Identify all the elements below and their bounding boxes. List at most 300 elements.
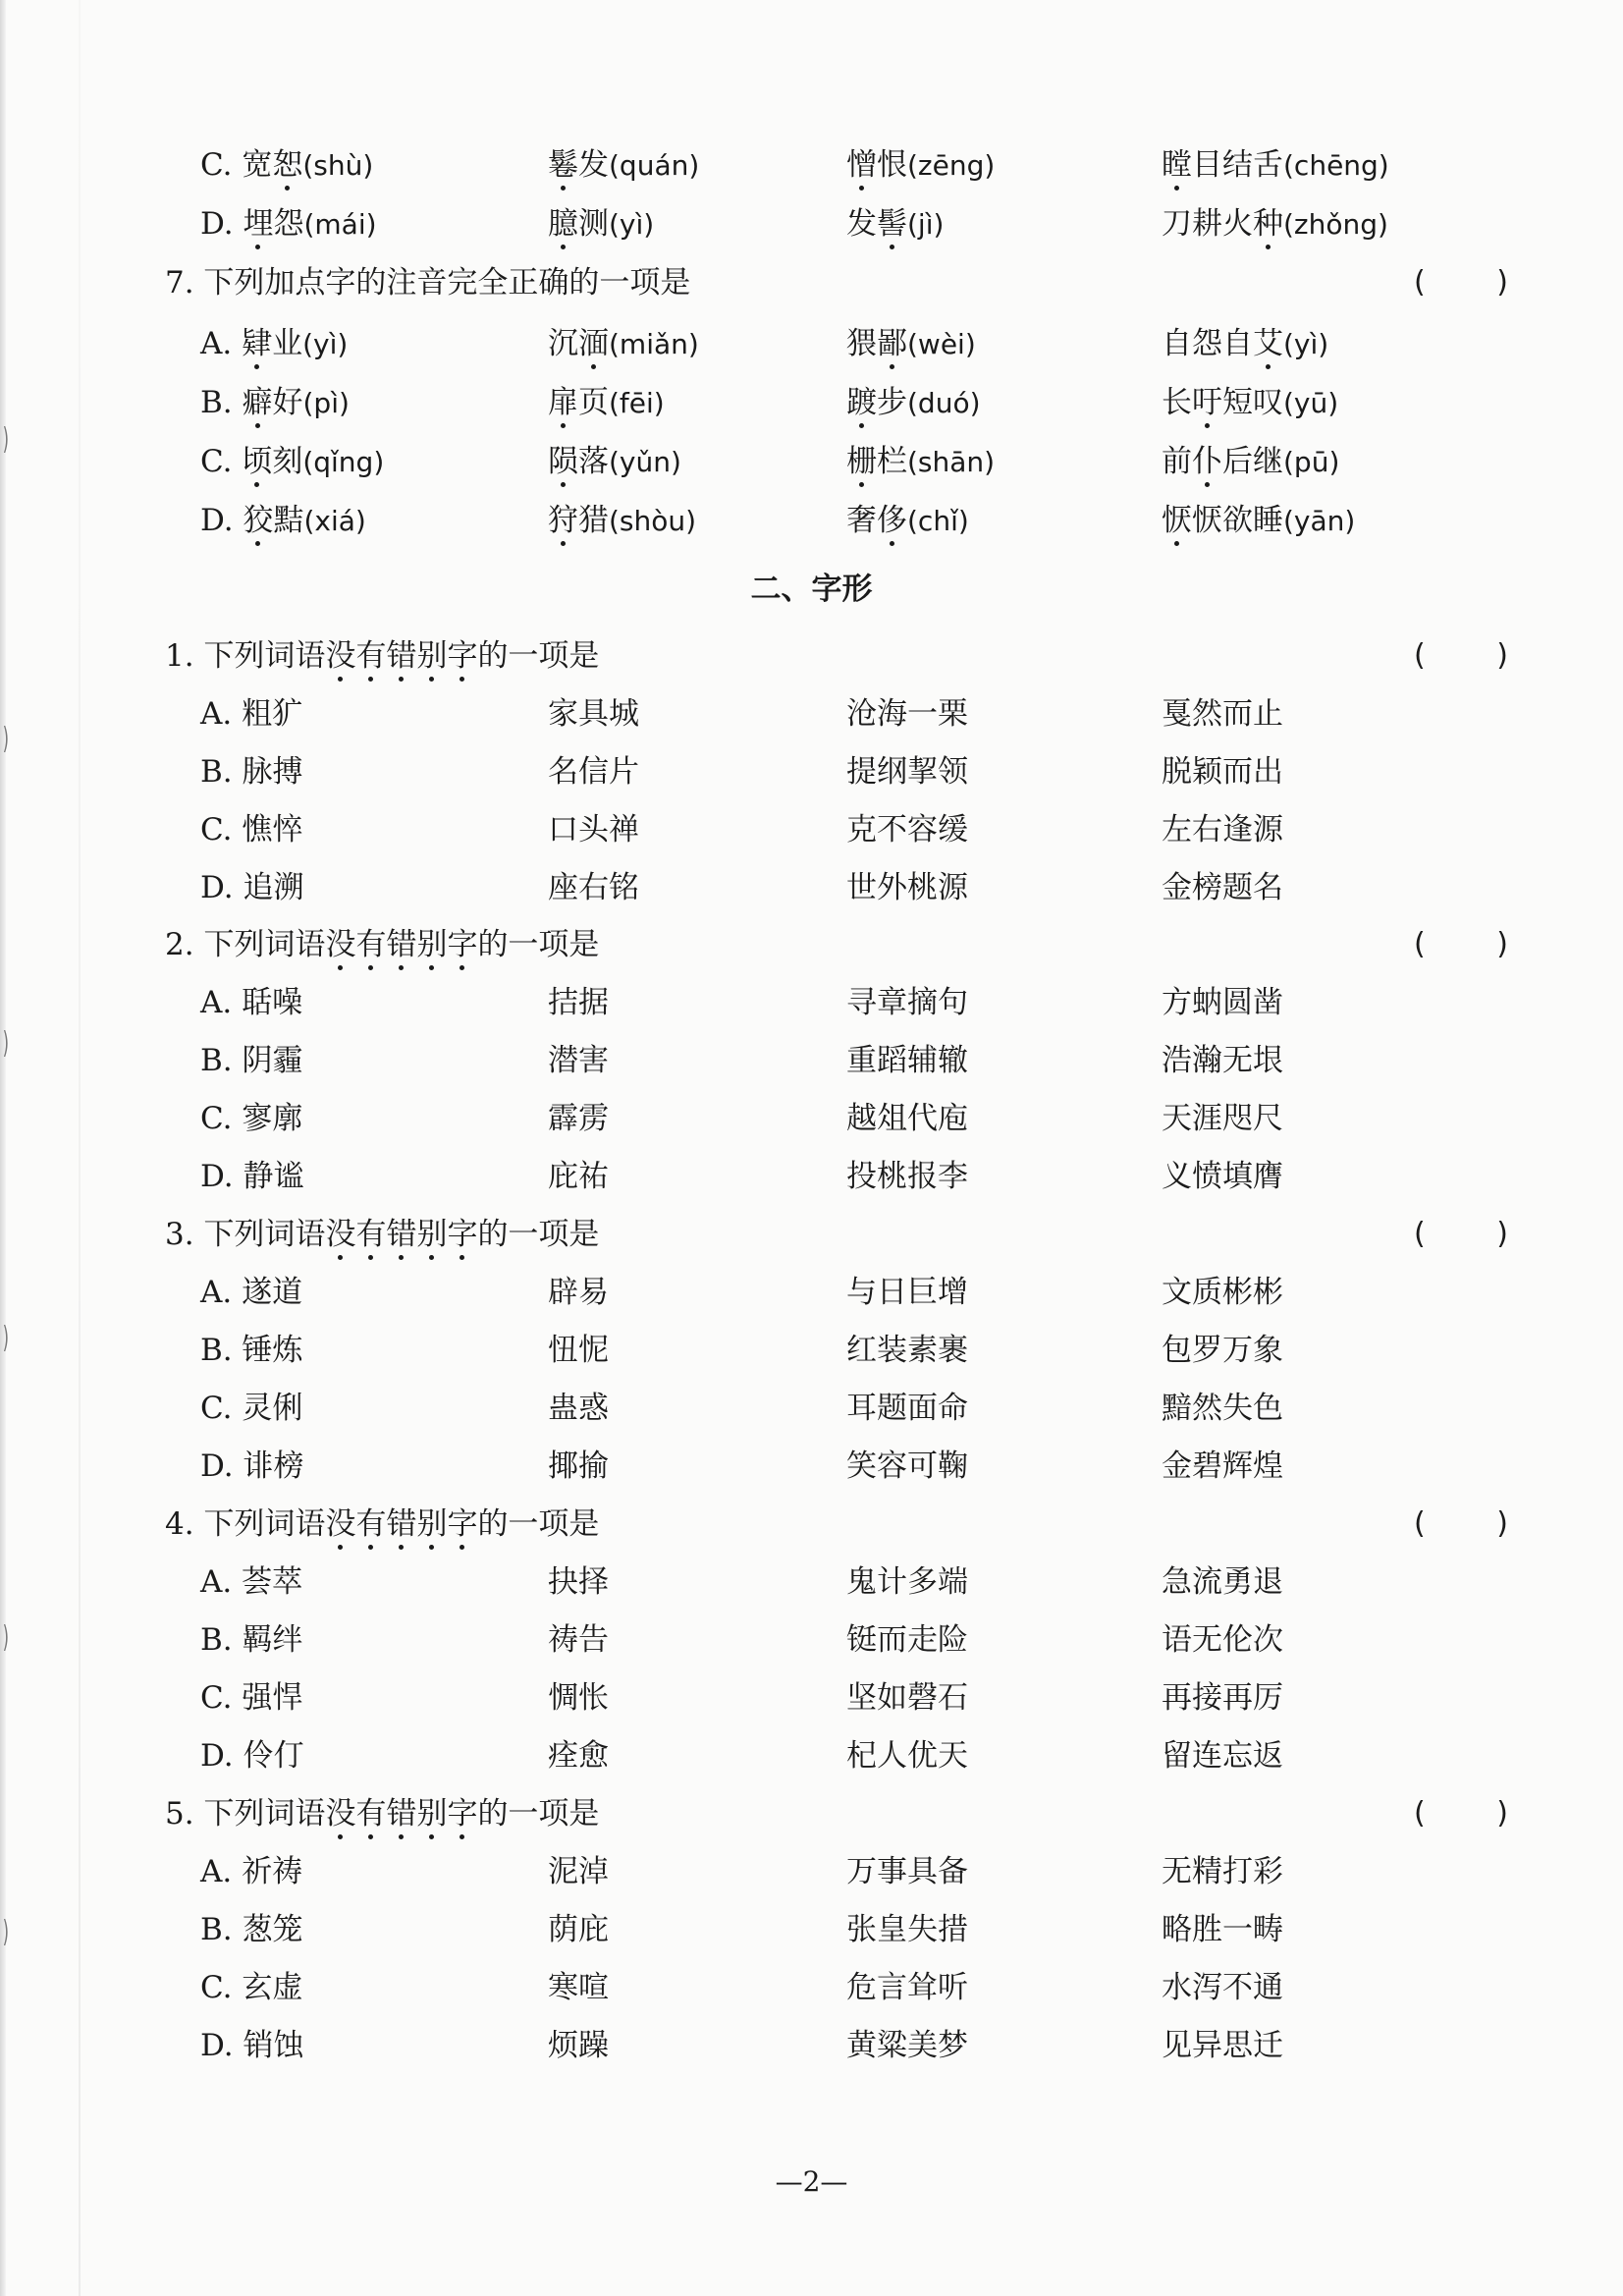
plain-text: 沉 xyxy=(548,326,578,361)
dotted-char: 髻 xyxy=(877,194,907,253)
option-row xyxy=(0,1553,1623,1612)
stem-text: 下列词语 xyxy=(203,1506,326,1542)
option-word: 阴霾 xyxy=(242,1043,303,1078)
option-word: 灵俐 xyxy=(242,1391,303,1426)
dotted-char: 栅 xyxy=(846,432,877,491)
dotted-char: 狩 xyxy=(548,491,578,550)
paren-close: ) xyxy=(1496,1217,1508,1251)
option-word: 戛然而止 xyxy=(1162,696,1283,732)
option-label: D. xyxy=(200,1449,243,1484)
option-word: 霹雳 xyxy=(548,1101,609,1136)
pinyin-note: (wèi) xyxy=(907,328,976,360)
option-word: 烦躁 xyxy=(548,2028,609,2063)
dotted-char: 没 xyxy=(325,627,355,685)
pinyin-note: (fēi) xyxy=(609,387,665,419)
option-word: 黄粱美梦 xyxy=(846,2028,968,2063)
margin-paren-mark: ) xyxy=(2,1321,10,1355)
option-label: A. xyxy=(200,1275,243,1310)
question-stem xyxy=(165,1784,599,1843)
plain-text: 好 xyxy=(272,385,303,420)
stem-text: 下列词语 xyxy=(203,927,326,962)
option-word: 急流勇退 xyxy=(1162,1564,1283,1600)
option-item xyxy=(548,136,699,195)
pinyin-note: (shān) xyxy=(907,446,996,478)
option-row xyxy=(0,1321,1623,1380)
option-label: A. xyxy=(200,1854,243,1889)
option-row xyxy=(0,1147,1623,1206)
question-stem: 7. 下列加点字的注音完全正确的一项是 xyxy=(165,265,691,301)
dotted-char: 鄙 xyxy=(877,314,907,373)
dotted-char: 湎 xyxy=(578,314,609,373)
question-stem xyxy=(165,1205,599,1264)
option-word: 脉搏 xyxy=(242,754,303,790)
dotted-char: 癖 xyxy=(243,373,273,432)
plain-text: 发 xyxy=(578,147,609,183)
dotted-char: 错 xyxy=(386,1205,416,1264)
option-word: 见异思迁 xyxy=(1162,2028,1283,2063)
dotted-char: 有 xyxy=(355,1205,386,1264)
dotted-char: 埋 xyxy=(243,194,273,253)
option-item xyxy=(846,432,995,492)
dotted-char: 恹 xyxy=(1162,491,1192,550)
option-word: 略胜一畴 xyxy=(1162,1912,1283,1947)
question-stem xyxy=(165,915,599,974)
option-item xyxy=(200,1726,303,1785)
option-word: 水泻不通 xyxy=(1162,1970,1283,2005)
option-word: 拮据 xyxy=(548,985,609,1020)
option-row xyxy=(0,1668,1623,1727)
option-word: 名信片 xyxy=(548,754,639,790)
plain-text: 发 xyxy=(846,206,877,242)
dotted-char: 错 xyxy=(386,1495,416,1554)
option-word: 潜害 xyxy=(548,1043,609,1078)
question-number: 4. xyxy=(165,1506,204,1542)
dotted-char: 有 xyxy=(355,627,386,685)
plain-text: 目结舌 xyxy=(1192,147,1283,183)
option-row xyxy=(0,973,1623,1032)
dotted-char: 恕 xyxy=(272,136,302,194)
dotted-char: 错 xyxy=(386,627,416,685)
option-word: 羁绊 xyxy=(242,1622,303,1658)
answer-parentheses xyxy=(1414,253,1508,312)
option-row xyxy=(0,1379,1623,1438)
option-label: C. xyxy=(200,1391,243,1426)
option-word: 葱笼 xyxy=(242,1912,303,1947)
option-label: B. xyxy=(200,385,243,420)
answer-parentheses xyxy=(1414,627,1508,685)
option-row xyxy=(0,1437,1623,1496)
dotted-char: 臆 xyxy=(548,194,578,253)
option-item xyxy=(200,1437,303,1496)
option-word: 浩瀚无垠 xyxy=(1162,1043,1283,1078)
option-row xyxy=(0,491,1623,550)
dotted-char: 狡 xyxy=(243,491,273,550)
option-item xyxy=(200,1031,303,1090)
dotted-char: 字 xyxy=(447,1205,477,1264)
dotted-char: 别 xyxy=(416,1205,447,1264)
option-word: 家具城 xyxy=(548,696,639,732)
option-item xyxy=(200,742,303,801)
page-number: —2— xyxy=(775,2165,848,2198)
option-word: 寻章摘句 xyxy=(846,985,968,1020)
option-word: 语无伦次 xyxy=(1162,1622,1283,1658)
option-item xyxy=(200,1611,303,1669)
option-item xyxy=(1162,194,1388,254)
dotted-char: 别 xyxy=(416,1784,447,1843)
option-item xyxy=(200,373,350,433)
dotted-char: 没 xyxy=(325,1784,355,1843)
option-label: D. xyxy=(200,1159,243,1194)
pinyin-note: (zēng) xyxy=(907,149,996,182)
option-word: 投桃报李 xyxy=(846,1159,968,1194)
paren-close: ) xyxy=(1496,638,1508,673)
pinyin-note: (jì) xyxy=(907,208,945,241)
option-label: A. xyxy=(200,1564,243,1600)
option-row xyxy=(0,1900,1623,1959)
option-item xyxy=(1162,314,1328,374)
plain-text: 刀耕火 xyxy=(1162,206,1253,242)
option-row xyxy=(0,373,1623,432)
option-item xyxy=(548,432,681,492)
option-word: 越俎代庖 xyxy=(846,1101,968,1136)
dotted-char: 吁 xyxy=(1192,373,1222,432)
option-label: D. xyxy=(200,206,243,242)
margin-paren-mark: ) xyxy=(2,422,10,457)
question-number: 5. xyxy=(165,1796,204,1831)
option-word: 留连忘返 xyxy=(1162,1738,1283,1774)
pinyin-note: (pū) xyxy=(1283,446,1340,478)
dotted-char: 仆 xyxy=(1192,432,1222,491)
option-word: 祷告 xyxy=(548,1622,609,1658)
option-item xyxy=(200,684,302,743)
option-row xyxy=(0,1726,1623,1785)
dotted-char: 顷 xyxy=(242,432,272,491)
option-item xyxy=(200,1263,302,1322)
option-item xyxy=(846,314,976,374)
paren-open: ( xyxy=(1414,927,1426,961)
option-word: 锤炼 xyxy=(242,1333,303,1368)
paren-open: ( xyxy=(1414,638,1426,673)
margin-paren-mark: ) xyxy=(2,1620,10,1655)
option-row xyxy=(0,1089,1623,1148)
pinyin-note: (qǐng) xyxy=(302,446,385,478)
stem-text: 下列词语 xyxy=(203,1217,326,1252)
option-label: C. xyxy=(200,1101,243,1136)
option-row xyxy=(0,1958,1623,2017)
question-number: 1. xyxy=(165,638,204,674)
dotted-char: 字 xyxy=(447,1784,477,1843)
question-number: 3. xyxy=(165,1217,204,1252)
dotted-char: 别 xyxy=(416,915,447,974)
pinyin-note: (quán) xyxy=(609,149,700,182)
dotted-char: 艾 xyxy=(1253,314,1283,373)
option-item xyxy=(846,136,995,195)
option-label: D. xyxy=(200,870,243,905)
option-word: 万事具备 xyxy=(846,1854,968,1889)
option-label: B. xyxy=(200,1043,243,1078)
option-label: A. xyxy=(200,985,243,1020)
option-label: A. xyxy=(200,326,243,361)
pinyin-note: (xiá) xyxy=(303,505,366,537)
stem-text: 下列词语 xyxy=(203,1796,326,1831)
option-row xyxy=(0,858,1623,917)
option-word: 红装素裹 xyxy=(846,1333,968,1368)
paren-close: ) xyxy=(1496,265,1508,300)
option-item xyxy=(200,1089,302,1148)
pinyin-note: (yì) xyxy=(609,208,655,241)
option-word: 沧海一栗 xyxy=(846,696,968,732)
option-label: C. xyxy=(200,147,243,183)
plain-text: 宽 xyxy=(242,147,273,183)
paren-open: ( xyxy=(1414,1796,1426,1831)
option-item xyxy=(200,314,348,374)
stem-text: 的一项是 xyxy=(477,1506,600,1542)
option-word: 天涯咫尺 xyxy=(1162,1101,1283,1136)
option-item xyxy=(200,491,366,551)
paren-close: ) xyxy=(1496,927,1508,961)
plain-text: 测 xyxy=(578,206,609,242)
option-word: 张皇失措 xyxy=(846,1912,968,1947)
plain-text: 页 xyxy=(578,385,609,420)
answer-parentheses xyxy=(1414,1495,1508,1554)
option-word: 庇祐 xyxy=(548,1159,609,1194)
pinyin-note: (zhǒng) xyxy=(1283,208,1388,241)
option-label: C. xyxy=(200,1680,243,1716)
option-row xyxy=(0,800,1623,859)
option-item xyxy=(548,314,699,374)
pinyin-note: (duó) xyxy=(907,387,981,419)
option-item xyxy=(200,2016,303,2075)
option-word: 遂道 xyxy=(242,1275,303,1310)
option-row xyxy=(0,2016,1623,2075)
option-word: 耳题面命 xyxy=(846,1391,968,1426)
question-stem-row xyxy=(0,915,1623,974)
plain-text: 猥 xyxy=(846,326,877,361)
option-item xyxy=(200,136,373,195)
option-word: 世外桃源 xyxy=(846,870,968,905)
option-item xyxy=(200,1321,303,1380)
option-word: 抉择 xyxy=(548,1564,609,1600)
option-row xyxy=(0,742,1623,801)
option-item xyxy=(200,1958,302,2017)
option-item xyxy=(200,1668,302,1727)
dotted-char: 没 xyxy=(325,915,355,974)
dotted-char: 别 xyxy=(416,627,447,685)
option-label: B. xyxy=(200,1333,243,1368)
option-word: 憔悴 xyxy=(242,812,303,847)
dotted-char: 种 xyxy=(1253,194,1283,253)
option-word: 辟易 xyxy=(548,1275,609,1310)
option-word: 杞人优天 xyxy=(846,1738,968,1774)
option-word: 包罗万象 xyxy=(1162,1333,1283,1368)
option-item xyxy=(846,194,944,254)
option-word: 与日巨增 xyxy=(846,1275,968,1310)
option-row xyxy=(0,314,1623,373)
paren-close: ) xyxy=(1496,1506,1508,1541)
option-row xyxy=(0,136,1623,194)
option-item xyxy=(200,1900,303,1959)
option-word: 强悍 xyxy=(242,1680,303,1716)
option-item xyxy=(1162,136,1389,195)
margin-paren-mark: ) xyxy=(2,722,10,756)
option-word: 销蚀 xyxy=(243,2028,304,2063)
option-word: 铤而走险 xyxy=(846,1622,968,1658)
dotted-char: 踱 xyxy=(846,373,877,432)
option-row xyxy=(0,684,1623,743)
pinyin-note: (yān) xyxy=(1283,505,1356,537)
dotted-char: 没 xyxy=(325,1205,355,1264)
dotted-char: 有 xyxy=(355,1495,386,1554)
dotted-char: 字 xyxy=(447,1495,477,1554)
option-item xyxy=(200,1842,302,1901)
option-word: 方蚋圆凿 xyxy=(1162,985,1283,1020)
option-item xyxy=(200,194,377,254)
pinyin-note: (pì) xyxy=(302,387,350,419)
option-label: C. xyxy=(200,1970,243,2005)
paren-close: ) xyxy=(1496,1796,1508,1831)
stem-text: 的一项是 xyxy=(477,1796,600,1831)
option-word: 荫庇 xyxy=(548,1912,609,1947)
margin-paren-mark: ) xyxy=(2,1915,10,1949)
option-label: C. xyxy=(200,812,243,847)
option-label: B. xyxy=(200,1622,243,1658)
pinyin-note: (yū) xyxy=(1283,387,1339,419)
option-word: 蛊惑 xyxy=(548,1391,609,1426)
question-number: 2. xyxy=(165,927,204,962)
option-word: 重蹈辅辙 xyxy=(846,1043,968,1078)
option-item xyxy=(548,194,654,254)
option-row xyxy=(0,432,1623,491)
option-word: 忸怩 xyxy=(548,1333,609,1368)
question-stem-row xyxy=(0,627,1623,685)
option-word: 克不容缓 xyxy=(846,812,968,847)
option-word: 提纲挈领 xyxy=(846,754,968,790)
option-item xyxy=(200,973,302,1032)
option-word: 揶揄 xyxy=(548,1449,609,1484)
question-stem-row xyxy=(0,1205,1623,1264)
option-word: 黯然失色 xyxy=(1162,1391,1283,1426)
dotted-char: 没 xyxy=(325,1495,355,1554)
pinyin-note: (yì) xyxy=(302,328,349,360)
option-word: 坚如磬石 xyxy=(846,1680,968,1716)
dotted-char: 侈 xyxy=(877,491,907,550)
option-label: D. xyxy=(200,2028,243,2063)
pinyin-note: (yì) xyxy=(1283,328,1329,360)
option-word: 金碧辉煌 xyxy=(1162,1449,1283,1484)
option-word: 再接再厉 xyxy=(1162,1680,1283,1716)
question-stem xyxy=(165,627,599,685)
option-word: 寥廓 xyxy=(242,1101,303,1136)
dotted-char: 扉 xyxy=(548,373,578,432)
question-stem-row xyxy=(0,253,1623,312)
pinyin-note: (miǎn) xyxy=(609,328,699,360)
option-word: 祈祷 xyxy=(242,1854,303,1889)
dotted-char: 鬈 xyxy=(548,136,578,194)
option-label: D. xyxy=(200,1738,243,1774)
option-word: 追溯 xyxy=(243,870,304,905)
option-word: 玄虚 xyxy=(242,1970,303,2005)
stem-text: 的一项是 xyxy=(477,638,600,674)
pinyin-note: (chēng) xyxy=(1283,149,1389,182)
option-row xyxy=(0,1611,1623,1669)
plain-text: 短叹 xyxy=(1222,385,1283,420)
option-word: 文质彬彬 xyxy=(1162,1275,1283,1310)
answer-parentheses xyxy=(1414,1784,1508,1843)
option-item xyxy=(200,1553,302,1612)
pinyin-note: (shù) xyxy=(302,149,374,182)
option-word: 义愤填膺 xyxy=(1162,1159,1283,1194)
plain-text: 黠 xyxy=(273,503,304,538)
pinyin-note: (mái) xyxy=(303,208,377,241)
question-stem-row xyxy=(0,1495,1623,1554)
option-word: 寒喧 xyxy=(548,1970,609,2005)
option-item xyxy=(548,491,696,551)
plain-text: 恹欲睡 xyxy=(1192,503,1283,538)
option-word: 金榜题名 xyxy=(1162,870,1283,905)
option-word: 荟萃 xyxy=(242,1564,303,1600)
dotted-char: 字 xyxy=(447,915,477,974)
option-word: 座右铭 xyxy=(548,870,639,905)
plain-text: 怨 xyxy=(273,206,304,242)
dotted-char: 有 xyxy=(355,915,386,974)
paren-open: ( xyxy=(1414,1506,1426,1541)
question-stem xyxy=(165,1495,599,1554)
option-item xyxy=(548,373,665,433)
dotted-char: 憎 xyxy=(846,136,877,194)
paren-open: ( xyxy=(1414,1217,1426,1251)
dotted-char: 陨 xyxy=(548,432,578,491)
option-item xyxy=(1162,491,1355,551)
option-word: 左右逢源 xyxy=(1162,812,1283,847)
stem-text: 的一项是 xyxy=(477,1217,600,1252)
option-row xyxy=(0,1842,1623,1901)
dotted-char: 字 xyxy=(447,627,477,685)
option-word: 口头禅 xyxy=(548,812,639,847)
dotted-char: 瞠 xyxy=(1162,136,1192,194)
option-item xyxy=(846,373,981,433)
plain-text: 栏 xyxy=(877,444,907,479)
plain-text: 奢 xyxy=(846,503,877,538)
dotted-char: 别 xyxy=(416,1495,447,1554)
option-word: 聒噪 xyxy=(242,985,303,1020)
option-word: 惆怅 xyxy=(548,1680,609,1716)
plain-text: 恨 xyxy=(877,147,907,183)
option-word: 粗犷 xyxy=(242,696,303,732)
option-label: B. xyxy=(200,754,243,790)
option-word: 痊愈 xyxy=(548,1738,609,1774)
option-item xyxy=(846,491,969,551)
dotted-char: 错 xyxy=(386,1784,416,1843)
plain-text: 步 xyxy=(877,385,907,420)
option-item xyxy=(200,800,302,859)
pinyin-note: (shòu) xyxy=(609,505,697,537)
option-word: 伶仃 xyxy=(243,1738,304,1774)
plain-text: 业 xyxy=(272,326,303,361)
dotted-char: 有 xyxy=(355,1784,386,1843)
option-word: 静谧 xyxy=(243,1159,304,1194)
stem-text: 的一项是 xyxy=(477,927,600,962)
plain-text: 刻 xyxy=(272,444,303,479)
option-label: B. xyxy=(200,1912,243,1947)
margin-paren-mark: ) xyxy=(2,1026,10,1061)
answer-parentheses xyxy=(1414,915,1508,974)
plain-text: 猎 xyxy=(578,503,609,538)
answer-parentheses xyxy=(1414,1205,1508,1264)
option-item xyxy=(200,1379,302,1438)
option-item xyxy=(1162,373,1338,433)
option-word: 诽榜 xyxy=(243,1449,304,1484)
dotted-char: 错 xyxy=(386,915,416,974)
